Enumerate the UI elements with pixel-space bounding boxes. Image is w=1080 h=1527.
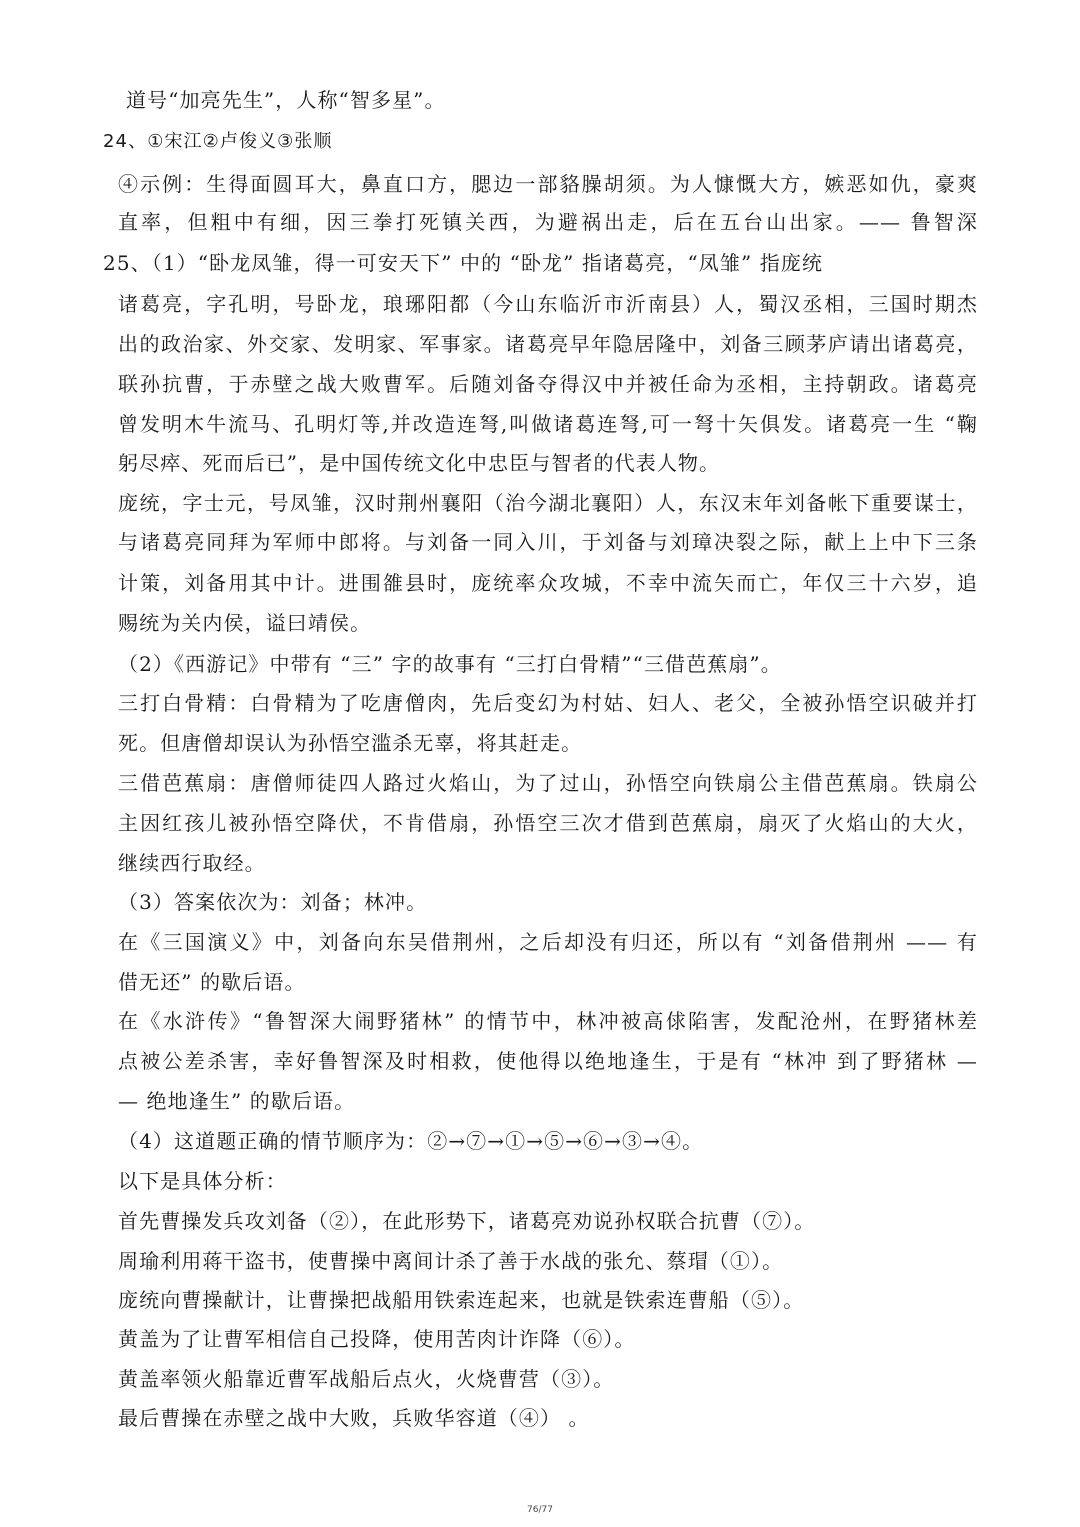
text-line: 道号“加亮先生”，人称“智多星”。 [126, 88, 446, 112]
question-24-answer: 24、①宋江②卢俊义③张顺 [103, 131, 333, 152]
text-line: 借无还” 的歇后语。 [118, 970, 306, 994]
text-line: 出的政治家、外交家、发明家、军事家。诸葛亮早年隐居隆中，刘备三顾茅庐请出诸葛亮， [118, 332, 978, 356]
question-25-part-4: （4）这道题正确的情节顺序为：②→⑦→①→⑤→⑥→③→④。 [118, 1129, 704, 1153]
text-line: — 绝地逢生” 的歇后语。 [118, 1089, 356, 1113]
text-line: 与诸葛亮同拜为军师中郎将。与刘备一同入川，于刘备与刘璋决裂之际，献上上中下三条 [118, 530, 978, 554]
text-line: 黄盖率领火船靠近曹军战船后点火，火烧曹营（③）。 [118, 1367, 615, 1391]
text-line: 在《三国演义》中，刘备向东吴借荆州，之后却没有归还，所以有 “刘备借荆州 —— 有 [118, 930, 978, 954]
text-line: 黄盖为了让曹军相信自己投降，使用苦肉计诈降（⑥）。 [118, 1327, 636, 1351]
text-line: 三借芭蕉扇：唐僧师徒四人路过火焰山，为了过山，孙悟空向铁扇公主借芭蕉扇。铁扇公 [118, 771, 978, 795]
question-25-part-3: （3）答案依次为：刘备；林冲。 [118, 890, 428, 914]
text-line: 三打白骨精：白骨精为了吃唐僧肉，先后变幻为村姑、妇人、老父，全被孙悟空识破并打 [118, 691, 978, 715]
text-line: 继续西行取经。 [118, 851, 266, 875]
text-line: 以下是具体分析： [118, 1169, 287, 1193]
text-line: 最后曹操在赤壁之战中大败，兵败华容道（④） 。 [118, 1406, 590, 1430]
page-number: 76/77 [527, 1505, 553, 1515]
text-line: 联孙抗曹，于赤壁之战大败曹军。后随刘备夺得汉中并被任命为丞相，主持朝政。诸葛亮 [118, 372, 978, 396]
text-line: 在《水浒传》“鲁智深大闹野猪林” 的情节中，林冲被高俅陷害，发配沧州，在野猪林差 [118, 1009, 978, 1033]
text-line: ④示例：生得面圆耳大，鼻直口方，腮边一部貉臊胡须。为人慷慨大方，嫉恶如仇，豪爽 [118, 172, 978, 196]
text-line: 首先曹操发兵攻刘备（②），在此形势下，诸葛亮劝说孙权联合抗曹（⑦）。 [118, 1209, 816, 1233]
question-25-part-1: 25、（1）“卧龙凤雏，得一可安天下” 中的 “卧龙” 指诸葛亮，“凤雏” 指庞统 [103, 251, 824, 275]
question-25-part-2: （2）《西游记》中带有 “三” 字的故事有 “三打白骨精”“三借芭蕉扇”。 [118, 652, 782, 676]
text-line: 躬尽瘁、死而后已”，是中国传统文化中忠臣与智者的代表人物。 [118, 451, 721, 475]
text-line: 直率，但粗中有细，因三拳打死镇关西，为避祸出走，后在五台山出家。—— 鲁智深 [118, 210, 978, 234]
text-line: 死。但唐僧却误认为孙悟空滥杀无辜，将其赶走。 [118, 731, 583, 755]
text-line: 庞统向曹操献计，让曹操把战船用铁索连起来，也就是铁索连曹船（⑤）。 [118, 1288, 805, 1312]
text-line: 主因红孩儿被孙悟空降伏，不肯借扇，孙悟空三次才借到芭蕉扇，扇灭了火焰山的大火， [118, 811, 978, 835]
text-line: 周瑜利用蒋干盗书，使曹操中离间计杀了善于水战的张允、蔡瑁（①）。 [118, 1249, 784, 1273]
text-line: 庞统，字士元，号凤雏，汉时荆州襄阳（治今湖北襄阳）人，东汉末年刘备帐下重要谋士， [118, 491, 978, 515]
text-line: 曾发明木牛流马、孔明灯等,并改造连弩,叫做诸葛连弩,可一弩十矢俱发。诸葛亮一生 “鞠 [118, 412, 978, 436]
text-line: 诸葛亮，字孔明，号卧龙，琅琊阳都（今山东临沂市沂南县）人，蜀汉丞相，三国时期杰 [118, 292, 978, 316]
text-line: 计策，刘备用其中计。进围雒县时，庞统率众攻城，不幸中流矢而亡，年仅三十六岁，追 [118, 571, 978, 595]
text-line: 赐统为关内侯，谥曰靖侯。 [118, 611, 372, 635]
text-line: 点被公差杀害，幸好鲁智深及时相救，使他得以绝地逢生，于是有 “林冲 到了野猪林 — [118, 1049, 978, 1073]
